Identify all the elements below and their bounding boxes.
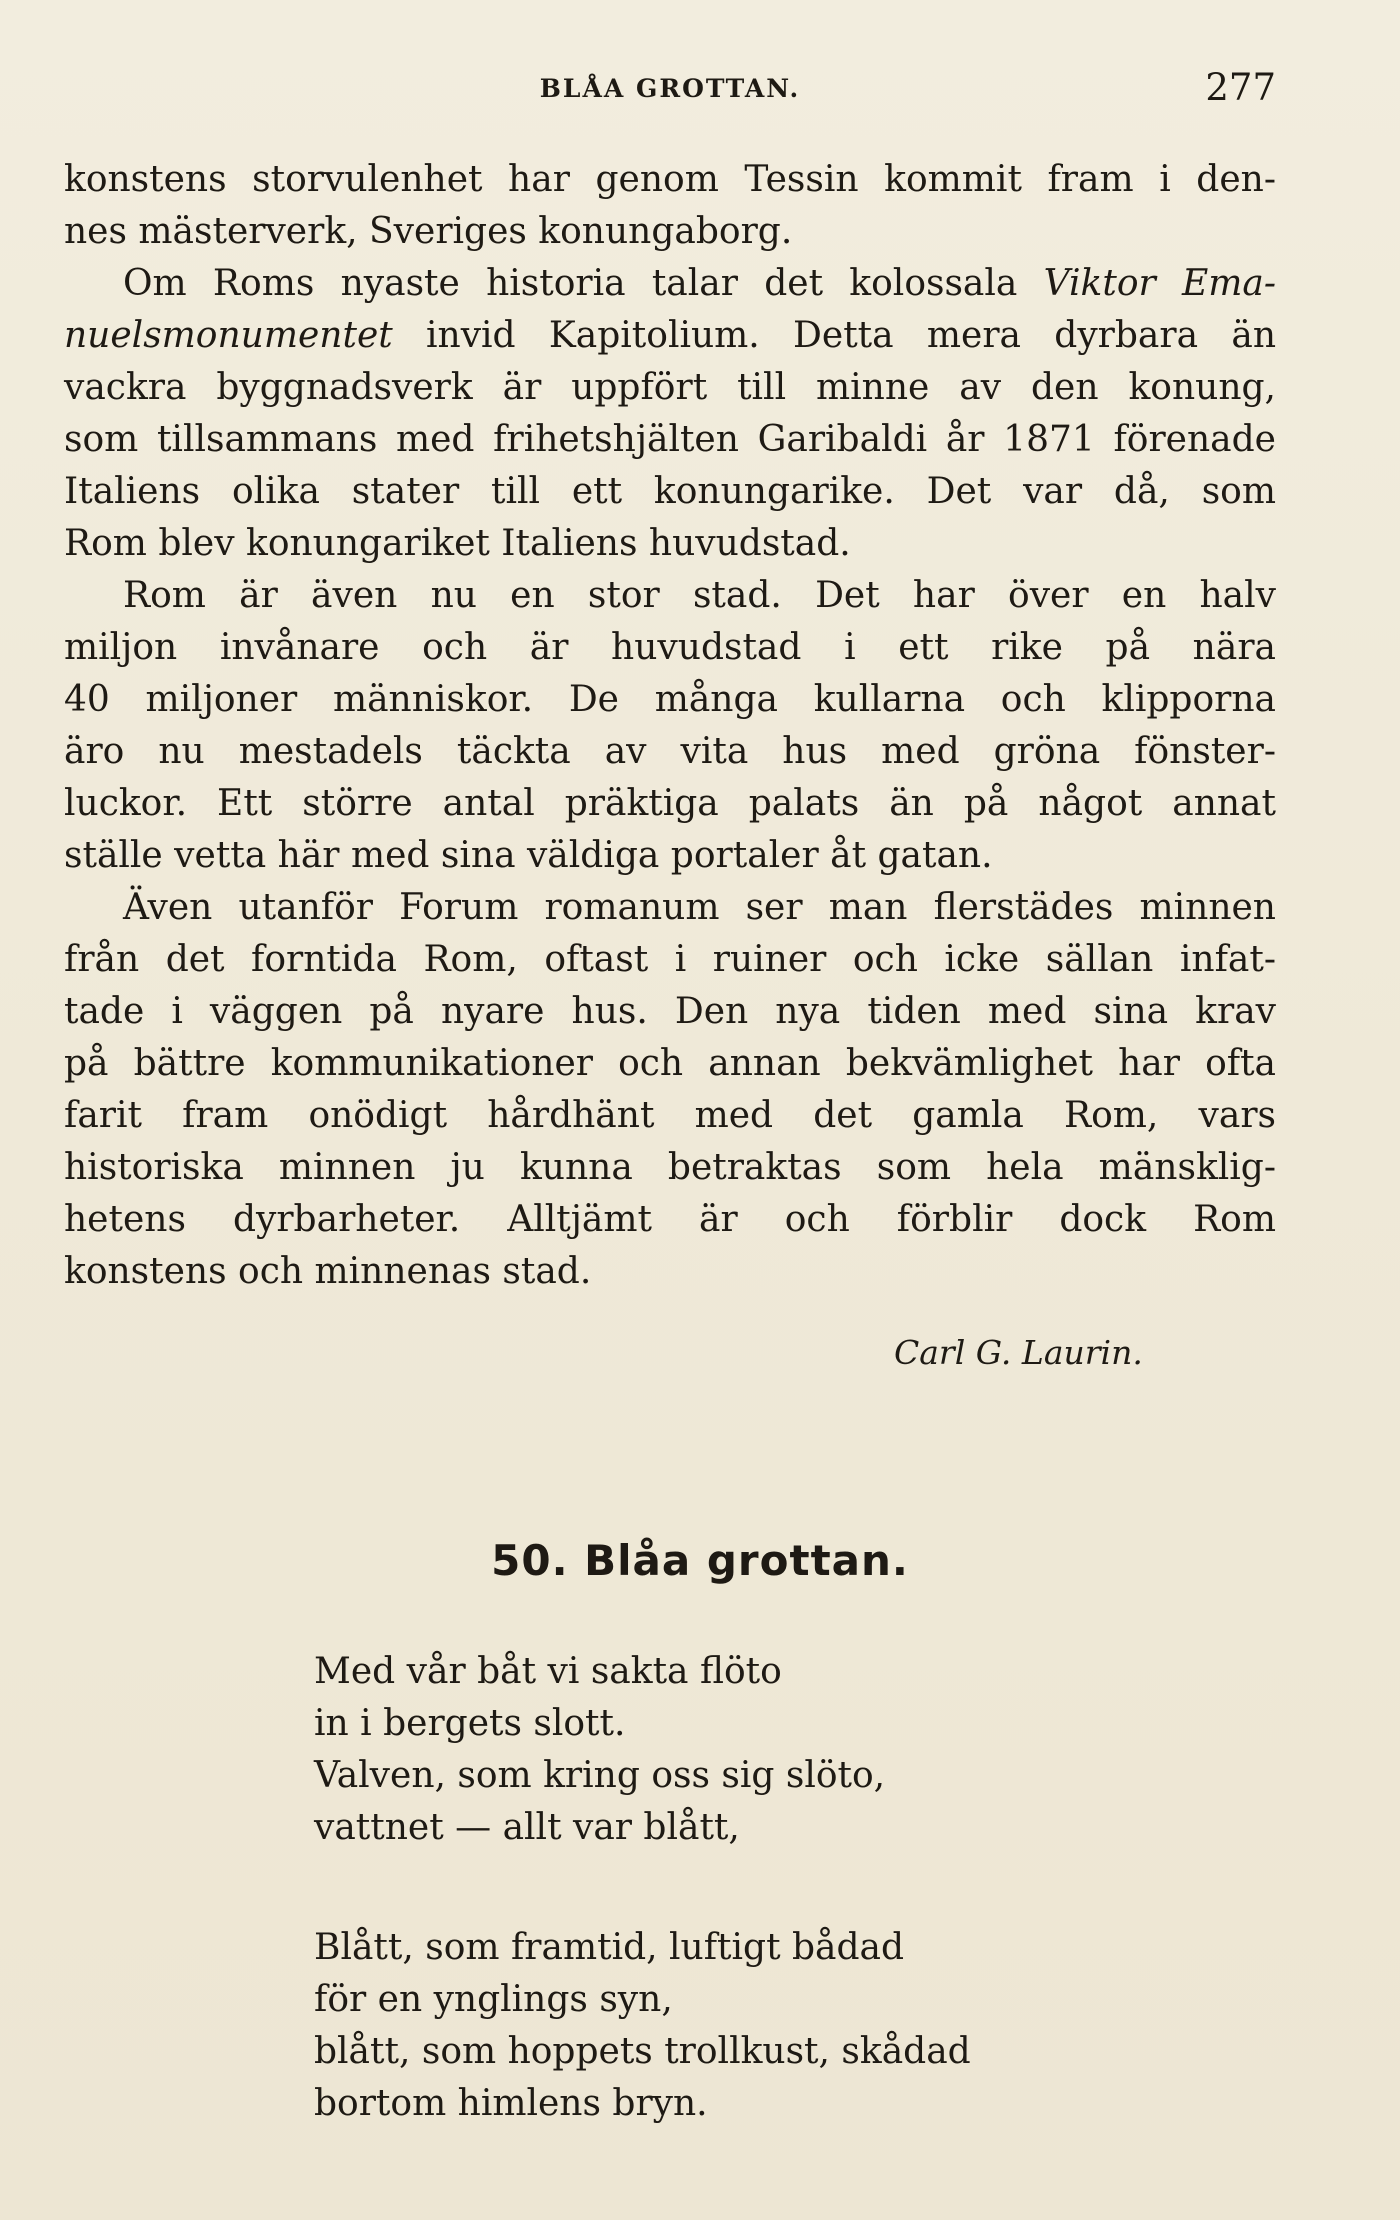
text-line: historiska minnen ju kunna betraktas som hela mänsklig- [64,1147,1276,1188]
verse-line: Valven, som kring oss sig slöto, [314,1755,886,1796]
text-line: Rom blev konungariket Italiens huvudstad. [64,523,851,564]
verse-line: in i bergets slott. [314,1703,626,1744]
text-line: ställe vetta här med sina väldiga portaler åt gatan. [64,835,993,876]
text-line: konstens och minnenas stad. [64,1251,592,1292]
text-line: från det forntida Rom, oftast i ruiner och icke sällan infat- [64,939,1276,980]
verse-line: vattnet — allt var blått, [314,1807,740,1848]
poem-stanza-1 [314,1646,1114,1854]
text-line: Rom är även nu en stor stad. Det har över en halv [123,575,1276,616]
running-title: BLÅA GROTTAN. [539,74,801,103]
text-line: farit fram onödigt hårdhänt med det gamla Rom, vars [64,1095,1276,1136]
text-line: hetens dyrbarheter. Alltjämt är och förblir dock Rom [64,1199,1276,1240]
text-line: konstens storvulenhet har genom Tessin kommit fram i den- [64,159,1276,200]
text-line: 40 miljoner människor. De många kullarna och klipporna [64,679,1276,720]
author-signature: Carl G. Laurin. [894,1333,1143,1372]
text-line: Italiens olika stater till ett konungarike. Det var då, som [64,471,1276,512]
verse-line: blått, som hoppets trollkust, skådad [314,2031,971,2072]
page-number: 277 [1205,66,1276,109]
poem-stanza-2 [314,1922,1114,2130]
verse-line: för en ynglings syn, [314,1979,673,2020]
text-line: Om Roms nyaste historia talar det kolossala Viktor Ema- [123,263,1277,304]
text-line: äro nu mestadels täckta av vita hus med gröna fönster- [64,731,1276,772]
text-line: miljon invånare och är huvudstad i ett rike på nära [64,627,1276,668]
text-line: luckor. Ett större antal präktiga palats än på något annat [64,783,1276,824]
text-line: som tillsammans med frihetshjälten Garibaldi år 1871 förenade [64,419,1276,460]
text-line: nuelsmonumentet invid Kapitolium. Detta mera dyrbara än [64,315,1276,356]
page-header [64,62,1276,122]
verse-line: bortom himlens bryn. [314,2083,708,2124]
text-line: tade i väggen på nyare hus. Den nya tiden med sina krav [64,991,1276,1032]
section-heading: 50. Blåa grottan. [491,1536,909,1585]
verse-line: Blått, som framtid, luftigt bådad [314,1927,905,1968]
text-line: nes mästerverk, Sveriges konungaborg. [64,211,793,252]
prose-text [64,154,1276,1298]
verse-line: Med vår båt vi sakta flöto [314,1651,782,1692]
text-line: på bättre kommunikationer och annan bekvämlighet har ofta [64,1043,1276,1084]
text-line: Även utanför Forum romanum ser man flerstädes minnen [123,887,1276,928]
text-line: vackra byggnadsverk är uppfört till minne av den konung, [64,367,1276,408]
